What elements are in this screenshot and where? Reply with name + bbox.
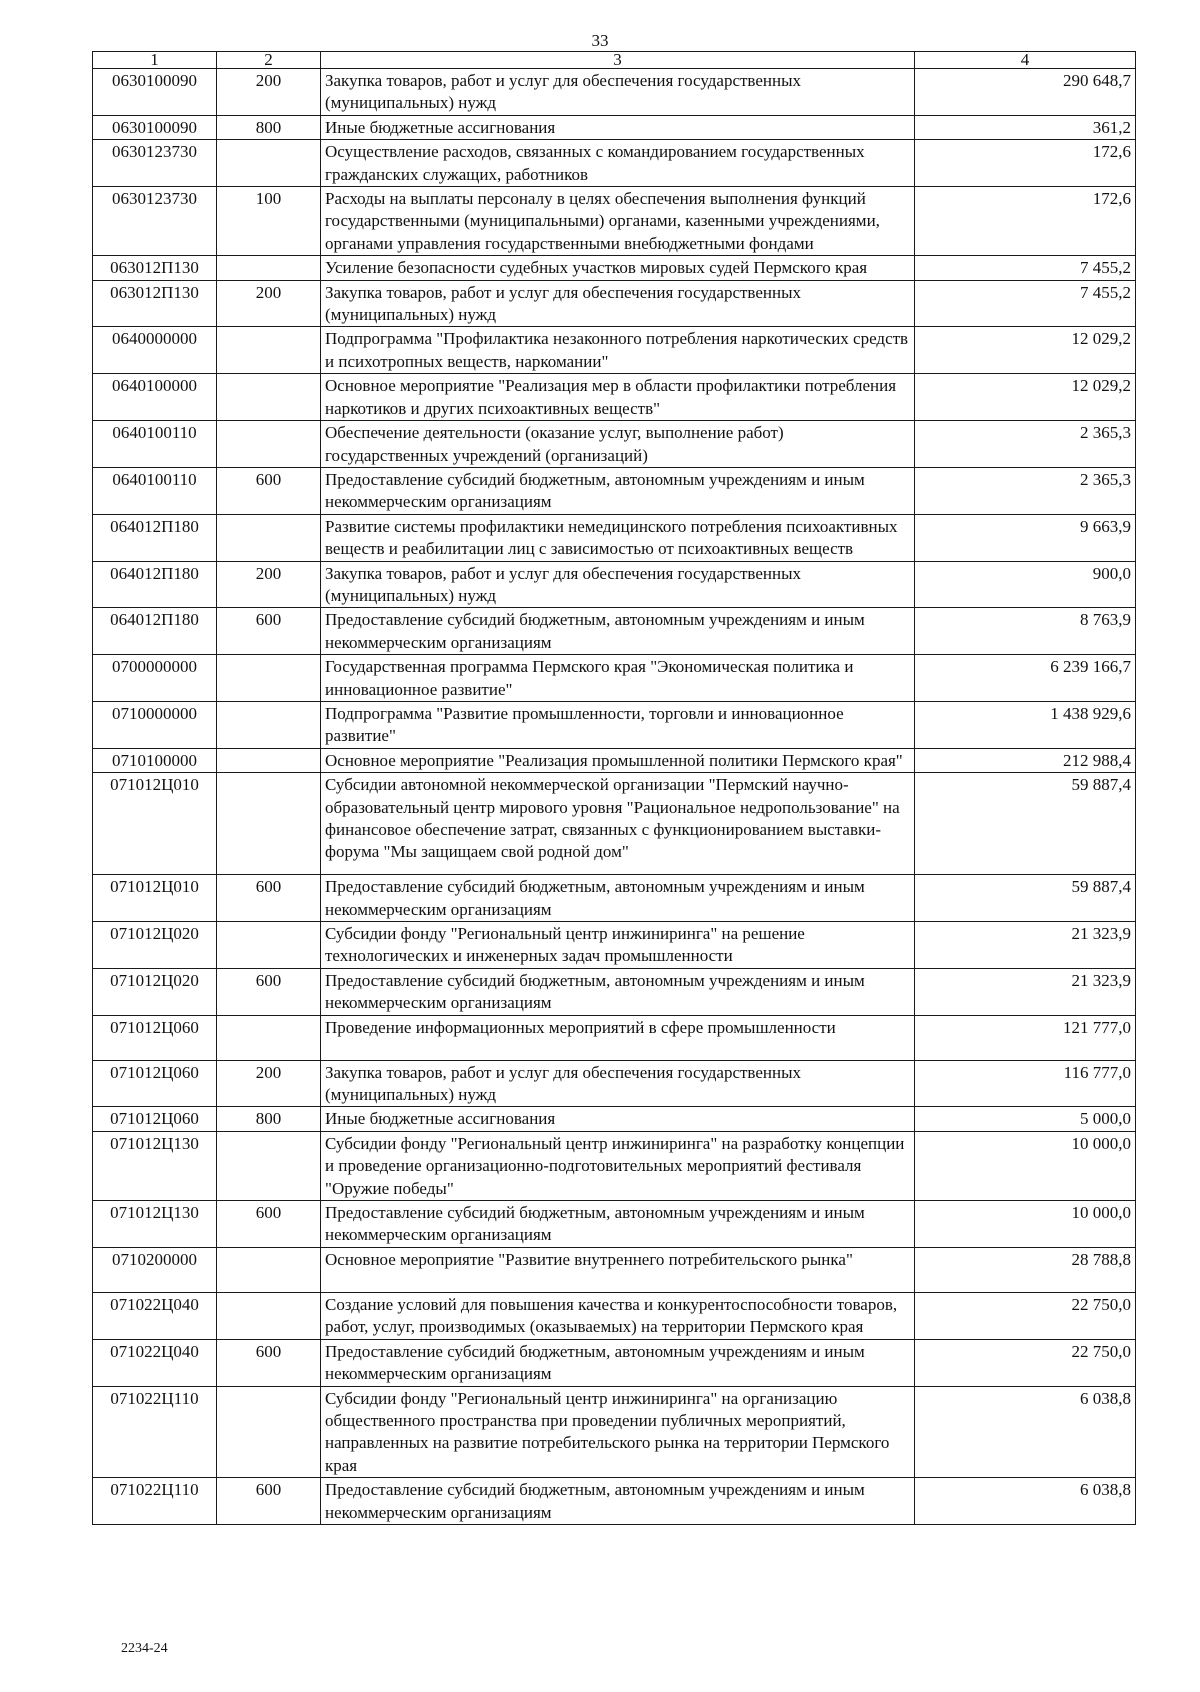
table-row — [93, 280, 1136, 327]
expense-type-cell — [217, 1131, 321, 1200]
budget-code-cell: 064012П180 — [93, 561, 217, 608]
table-row — [93, 140, 1136, 187]
column-header-4: 4 — [915, 52, 1136, 69]
item-name-cell: Осуществление расходов, связанных с командированием государственных гражданских служащих, работников — [321, 140, 915, 187]
expense-type-cell: 200 — [217, 280, 321, 327]
budget-code-cell: 071022Ц040 — [93, 1292, 217, 1339]
expense-type-cell — [217, 514, 321, 561]
table-row — [93, 187, 1136, 256]
expense-type-cell — [217, 1386, 321, 1478]
table-row — [93, 327, 1136, 374]
budget-code-cell: 071012Ц060 — [93, 1107, 217, 1131]
amount-cell: 6 038,8 — [915, 1386, 1136, 1478]
item-name-cell: Иные бюджетные ассигнования — [321, 1107, 915, 1131]
budget-code-cell: 071012Ц020 — [93, 922, 217, 969]
expense-type-cell — [217, 327, 321, 374]
amount-cell: 212 988,4 — [915, 748, 1136, 772]
expense-type-cell: 600 — [217, 1339, 321, 1386]
amount-cell: 59 887,4 — [915, 875, 1136, 922]
amount-cell: 8 763,9 — [915, 608, 1136, 655]
table-header-row — [93, 52, 1136, 69]
table-row — [93, 1131, 1136, 1200]
amount-cell: 2 365,3 — [915, 467, 1136, 514]
budget-code-cell: 063012П130 — [93, 256, 217, 280]
amount-cell: 7 455,2 — [915, 280, 1136, 327]
table-row — [93, 256, 1136, 280]
table-row — [93, 467, 1136, 514]
expense-type-cell: 800 — [217, 1107, 321, 1131]
budget-code-cell: 0630123730 — [93, 187, 217, 256]
expense-type-cell: 600 — [217, 608, 321, 655]
item-name-cell: Субсидии автономной некоммерческой организации "Пермский научно-образовательный центр мирового уровня "Рациональное недропользование" на финансовое обеспечение затрат, связанных с функционированием выставки-форума "Мы защищаем свой родной дом" — [321, 773, 915, 875]
amount-cell: 7 455,2 — [915, 256, 1136, 280]
expense-type-cell — [217, 421, 321, 468]
amount-cell: 28 788,8 — [915, 1247, 1136, 1292]
item-name-cell: Подпрограмма "Профилактика незаконного потребления наркотических средств и психотропных веществ, наркомании" — [321, 327, 915, 374]
expense-type-cell — [217, 773, 321, 875]
expense-type-cell: 600 — [217, 1201, 321, 1248]
table-row — [93, 1247, 1136, 1292]
expense-type-cell: 200 — [217, 1060, 321, 1107]
table-row — [93, 514, 1136, 561]
budget-code-cell: 071022Ц040 — [93, 1339, 217, 1386]
amount-cell: 9 663,9 — [915, 514, 1136, 561]
amount-cell: 290 648,7 — [915, 69, 1136, 116]
item-name-cell: Проведение информационных мероприятий в сфере промышленности — [321, 1015, 915, 1060]
budget-code-cell: 0640100110 — [93, 421, 217, 468]
item-name-cell: Субсидии фонду "Региональный центр инжиниринга" на организацию общественного пространства при проведении публичных мероприятий, направленных на развитие потребительского рынка на территории Пермского края — [321, 1386, 915, 1478]
page-number: 33 — [591, 31, 609, 50]
expense-type-cell: 100 — [217, 187, 321, 256]
expense-type-cell: 200 — [217, 561, 321, 608]
column-header-2: 2 — [217, 52, 321, 69]
budget-code-cell: 071012Ц130 — [93, 1131, 217, 1200]
amount-cell: 6 239 166,7 — [915, 655, 1136, 702]
amount-cell: 172,6 — [915, 140, 1136, 187]
budget-code-cell: 064012П180 — [93, 514, 217, 561]
item-name-cell: Основное мероприятие "Реализация промышленной политики Пермского края" — [321, 748, 915, 772]
table-row — [93, 773, 1136, 875]
table-body — [93, 52, 1136, 1525]
table-row — [93, 608, 1136, 655]
table-row — [93, 1107, 1136, 1131]
budget-code-cell: 0630123730 — [93, 140, 217, 187]
budget-code-cell: 064012П180 — [93, 608, 217, 655]
table-row — [93, 701, 1136, 748]
expense-type-cell — [217, 374, 321, 421]
budget-code-cell: 071012Ц060 — [93, 1060, 217, 1107]
expense-type-cell — [217, 1247, 321, 1292]
budget-code-cell: 0640100000 — [93, 374, 217, 421]
budget-code-cell: 071012Ц010 — [93, 773, 217, 875]
column-header-1: 1 — [93, 52, 217, 69]
amount-cell: 59 887,4 — [915, 773, 1136, 875]
budget-code-cell: 0630100090 — [93, 69, 217, 116]
item-name-cell: Развитие системы профилактики немедицинского потребления психоактивных веществ и реабилитации лиц с зависимостью от психоактивных веществ — [321, 514, 915, 561]
budget-code-cell: 071012Ц130 — [93, 1201, 217, 1248]
budget-code-cell: 0630100090 — [93, 115, 217, 139]
amount-cell: 21 323,9 — [915, 922, 1136, 969]
expense-type-cell: 800 — [217, 115, 321, 139]
amount-cell: 10 000,0 — [915, 1201, 1136, 1248]
amount-cell: 900,0 — [915, 561, 1136, 608]
budget-code-cell: 071022Ц110 — [93, 1478, 217, 1525]
item-name-cell: Усиление безопасности судебных участков мировых судей Пермского края — [321, 256, 915, 280]
table-row — [93, 69, 1136, 116]
expense-type-cell — [217, 1292, 321, 1339]
table-row — [93, 922, 1136, 969]
document-id: 2234-24 — [121, 1641, 168, 1656]
expense-type-cell: 200 — [217, 69, 321, 116]
table-row — [93, 1478, 1136, 1525]
budget-code-cell: 063012П130 — [93, 280, 217, 327]
amount-cell: 361,2 — [915, 115, 1136, 139]
amount-cell: 21 323,9 — [915, 968, 1136, 1015]
budget-code-cell: 071012Ц020 — [93, 968, 217, 1015]
budget-code-cell: 071012Ц060 — [93, 1015, 217, 1060]
amount-cell: 22 750,0 — [915, 1339, 1136, 1386]
amount-cell: 6 038,8 — [915, 1478, 1136, 1525]
table-row — [93, 374, 1136, 421]
table-row — [93, 421, 1136, 468]
column-header-3: 3 — [321, 52, 915, 69]
amount-cell: 12 029,2 — [915, 374, 1136, 421]
table-row — [93, 1386, 1136, 1478]
table-row — [93, 561, 1136, 608]
item-name-cell: Обеспечение деятельности (оказание услуг, выполнение работ) государственных учреждений (организаций) — [321, 421, 915, 468]
budget-code-cell: 071022Ц110 — [93, 1386, 217, 1478]
table-row — [93, 115, 1136, 139]
item-name-cell: Создание условий для повышения качества и конкурентоспособности товаров, работ, услуг, производимых (оказываемых) на территории Пермского края — [321, 1292, 915, 1339]
item-name-cell: Предоставление субсидий бюджетным, автономным учреждениям и иным некоммерческим организациям — [321, 1339, 915, 1386]
item-name-cell: Основное мероприятие "Реализация мер в области профилактики потребления наркотиков и других психоактивных веществ" — [321, 374, 915, 421]
item-name-cell: Субсидии фонду "Региональный центр инжиниринга" на решение технологических и инженерных задач промышленности — [321, 922, 915, 969]
table-row — [93, 1060, 1136, 1107]
expense-type-cell: 600 — [217, 875, 321, 922]
amount-cell: 172,6 — [915, 187, 1136, 256]
expense-type-cell — [217, 256, 321, 280]
amount-cell: 1 438 929,6 — [915, 701, 1136, 748]
item-name-cell: Расходы на выплаты персоналу в целях обеспечения выполнения функций государственными (муниципальными) органами, казенными учреждениями, органами управления государственными внебюджетными фондами — [321, 187, 915, 256]
expense-type-cell — [217, 655, 321, 702]
table-row — [93, 875, 1136, 922]
budget-code-cell: 0700000000 — [93, 655, 217, 702]
item-name-cell: Закупка товаров, работ и услуг для обеспечения государственных (муниципальных) нужд — [321, 1060, 915, 1107]
item-name-cell: Закупка товаров, работ и услуг для обеспечения государственных (муниципальных) нужд — [321, 280, 915, 327]
amount-cell: 10 000,0 — [915, 1131, 1136, 1200]
item-name-cell: Предоставление субсидий бюджетным, автономным учреждениям и иным некоммерческим организациям — [321, 1201, 915, 1248]
item-name-cell: Субсидии фонду "Региональный центр инжиниринга" на разработку концепции и проведение организационно-подготовительных мероприятий фестиваля "Оружие победы" — [321, 1131, 915, 1200]
expense-type-cell — [217, 922, 321, 969]
amount-cell: 2 365,3 — [915, 421, 1136, 468]
budget-code-cell: 0710000000 — [93, 701, 217, 748]
expense-type-cell — [217, 748, 321, 772]
budget-code-cell: 0710100000 — [93, 748, 217, 772]
item-name-cell: Предоставление субсидий бюджетным, автономным учреждениям и иным некоммерческим организациям — [321, 875, 915, 922]
expense-type-cell: 600 — [217, 968, 321, 1015]
budget-code-cell: 0640100110 — [93, 467, 217, 514]
table-row — [93, 1292, 1136, 1339]
amount-cell: 116 777,0 — [915, 1060, 1136, 1107]
table-row — [93, 1201, 1136, 1248]
table-row — [93, 1015, 1136, 1060]
budget-code-cell: 0710200000 — [93, 1247, 217, 1292]
table-row — [93, 655, 1136, 702]
budget-code-cell: 071012Ц010 — [93, 875, 217, 922]
expense-type-cell — [217, 140, 321, 187]
table-row — [93, 1339, 1136, 1386]
amount-cell: 22 750,0 — [915, 1292, 1136, 1339]
expense-type-cell — [217, 701, 321, 748]
item-name-cell: Закупка товаров, работ и услуг для обеспечения государственных (муниципальных) нужд — [321, 69, 915, 116]
item-name-cell: Основное мероприятие "Развитие внутреннего потребительского рынка" — [321, 1247, 915, 1292]
item-name-cell: Предоставление субсидий бюджетным, автономным учреждениям и иным некоммерческим организациям — [321, 608, 915, 655]
table-row — [93, 748, 1136, 772]
budget-table — [92, 51, 1136, 1525]
item-name-cell: Предоставление субсидий бюджетным, автономным учреждениям и иным некоммерческим организациям — [321, 467, 915, 514]
item-name-cell: Подпрограмма "Развитие промышленности, торговли и инновационное развитие" — [321, 701, 915, 748]
table-row — [93, 968, 1136, 1015]
item-name-cell: Закупка товаров, работ и услуг для обеспечения государственных (муниципальных) нужд — [321, 561, 915, 608]
expense-type-cell: 600 — [217, 1478, 321, 1525]
expense-type-cell — [217, 1015, 321, 1060]
amount-cell: 12 029,2 — [915, 327, 1136, 374]
budget-code-cell: 0640000000 — [93, 327, 217, 374]
amount-cell: 5 000,0 — [915, 1107, 1136, 1131]
item-name-cell: Иные бюджетные ассигнования — [321, 115, 915, 139]
amount-cell: 121 777,0 — [915, 1015, 1136, 1060]
item-name-cell: Предоставление субсидий бюджетным, автономным учреждениям и иным некоммерческим организациям — [321, 1478, 915, 1525]
expense-type-cell: 600 — [217, 467, 321, 514]
item-name-cell: Предоставление субсидий бюджетным, автономным учреждениям и иным некоммерческим организациям — [321, 968, 915, 1015]
item-name-cell: Государственная программа Пермского края "Экономическая политика и инновационное развитие" — [321, 655, 915, 702]
